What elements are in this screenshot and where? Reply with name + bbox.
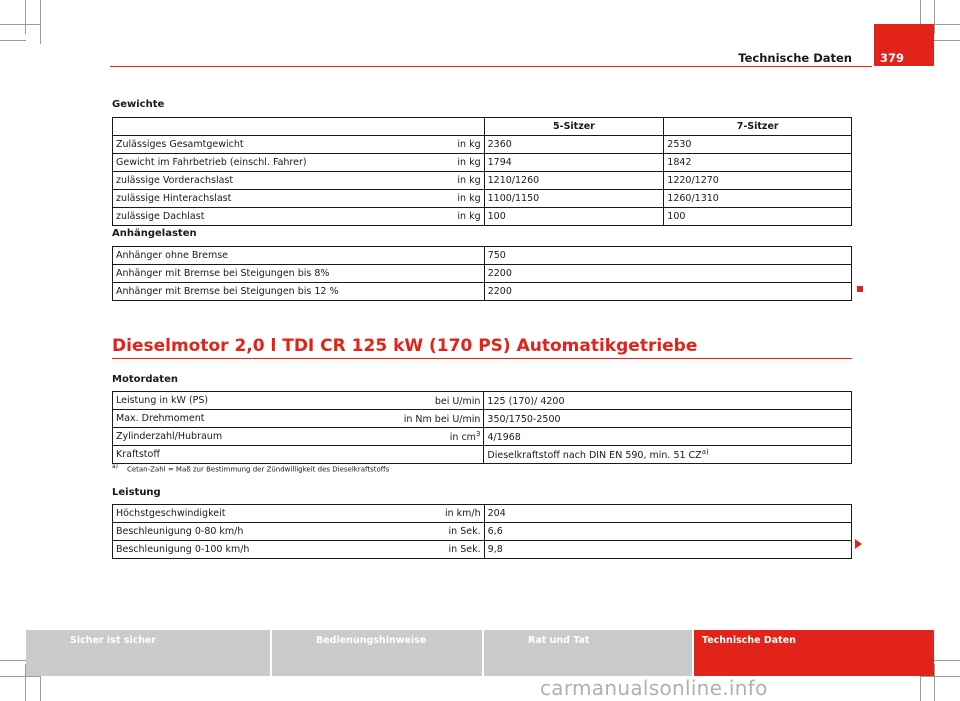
row-unit: in kg	[330, 136, 484, 154]
row-label: Zylinderzahl/Hubraum	[113, 428, 331, 446]
table-row	[113, 283, 852, 301]
row-value: 6,6	[484, 523, 851, 541]
table-gewichte	[112, 117, 852, 226]
crop-mark	[934, 660, 960, 661]
footnote-marker: a)	[112, 463, 119, 470]
footer-tab-technische-daten[interactable]: Technische Daten	[694, 630, 934, 676]
row-value: 1794	[484, 154, 664, 172]
crop-mark	[920, 676, 960, 677]
row-label: Anhänger mit Bremse bei Steigungen bis 8%	[113, 265, 485, 283]
row-value: 1220/1270	[664, 172, 852, 190]
watermark: carmanualsonline.info	[540, 676, 768, 700]
row-value: Dieselkraftstoff nach DIN EN 590, min. 51 CZ$^{a)}$	[484, 446, 852, 464]
row-label: Kraftstoff	[113, 446, 331, 464]
table-leistung	[112, 504, 852, 559]
header-title: Technische Daten	[738, 51, 852, 65]
crop-mark	[934, 40, 960, 41]
footer-tab-bedienungshinweise[interactable]: Bedienungshinweise	[272, 630, 482, 676]
table-header-row	[113, 118, 852, 136]
header-rule	[110, 66, 872, 67]
continue-arrow-icon	[855, 539, 862, 549]
section-end-marker	[857, 286, 863, 292]
row-value: 1260/1310	[664, 190, 852, 208]
row-label: Höchstgeschwindigkeit	[113, 505, 331, 523]
table-row	[113, 541, 852, 559]
row-unit: in kg	[330, 154, 484, 172]
main-heading: Dieselmotor 2,0 l TDI CR 125 kW (170 PS) Automatikgetriebe	[112, 336, 698, 356]
crop-mark	[934, 0, 935, 34]
table-row	[113, 428, 852, 446]
row-unit	[330, 446, 484, 464]
table-row	[113, 505, 852, 523]
row-unit: in Nm bei U/min	[330, 410, 484, 428]
row-unit: in kg	[330, 190, 484, 208]
crop-mark	[40, 0, 41, 44]
row-label: zulässige Dachlast	[113, 208, 331, 226]
crop-mark	[25, 0, 26, 34]
row-unit: in kg	[330, 208, 484, 226]
row-value: 4/1968	[484, 428, 852, 446]
row-unit: in kg	[330, 172, 484, 190]
row-value: 350/1750-2500	[484, 410, 852, 428]
row-value: 9,8	[484, 541, 851, 559]
row-value: 1210/1260	[484, 172, 664, 190]
row-value: 100	[484, 208, 664, 226]
row-label: zulässige Hinterachslast	[113, 190, 331, 208]
table-header-cell: 5-Sitzer	[484, 118, 664, 136]
row-label: zulässige Vorderachslast	[113, 172, 331, 190]
table-row	[113, 392, 852, 410]
crop-mark	[0, 660, 26, 661]
page-number: 379	[880, 51, 905, 65]
row-value: 1842	[664, 154, 852, 172]
table-row	[113, 136, 852, 154]
row-value: 750	[484, 247, 851, 265]
row-label: Gewicht im Fahrbetrieb (einschl. Fahrer)	[113, 154, 331, 172]
table-row	[113, 446, 852, 464]
row-label: Anhänger mit Bremse bei Steigungen bis 12 %	[113, 283, 485, 301]
footnote-text: Cetan-Zahl = Maß zur Bestimmung der Zündwilligkeit des Dieselkraftstoffs	[126, 465, 390, 474]
row-value: 2530	[664, 136, 852, 154]
row-value: 2360	[484, 136, 664, 154]
row-label: Beschleunigung 0-100 km/h	[113, 541, 331, 559]
table-motordaten	[112, 391, 852, 464]
table-row	[113, 265, 852, 283]
row-unit: bei U/min	[330, 392, 484, 410]
table-row	[113, 154, 852, 172]
table-row	[113, 172, 852, 190]
footnote	[112, 463, 389, 473]
table-header-cell: 7-Sitzer	[664, 118, 852, 136]
table-anhaengelasten	[112, 246, 852, 301]
section-label-motordaten: Motordaten	[112, 374, 178, 385]
row-value: 2200	[484, 265, 851, 283]
row-value: 1100/1150	[484, 190, 664, 208]
row-unit: in km/h	[330, 505, 484, 523]
crop-mark	[0, 24, 40, 25]
section-label-gewichte: Gewichte	[112, 99, 165, 110]
row-label: Beschleunigung 0-80 km/h	[113, 523, 331, 541]
crop-mark	[0, 676, 40, 677]
footer-tab-sicher-ist-sicher[interactable]: Sicher ist sicher	[26, 630, 270, 676]
table-row	[113, 208, 852, 226]
table-row	[113, 410, 852, 428]
crop-mark	[934, 664, 935, 701]
row-value: 2200	[484, 283, 851, 301]
section-label-leistung: Leistung	[112, 487, 161, 498]
row-value: 204	[484, 505, 851, 523]
row-value: 100	[664, 208, 852, 226]
table-row	[113, 190, 852, 208]
heading-rule	[112, 358, 852, 359]
row-value: 125 (170)/ 4200	[484, 392, 852, 410]
table-row	[113, 523, 852, 541]
crop-mark	[0, 40, 26, 41]
table-row	[113, 247, 852, 265]
row-unit: in Sek.	[330, 541, 484, 559]
row-label: Zulässiges Gesamtgewicht	[113, 136, 331, 154]
row-unit: in Sek.	[330, 523, 484, 541]
section-label-anhaengelasten: Anhängelasten	[112, 228, 197, 239]
row-unit: in $cm^3$	[330, 428, 484, 446]
row-label: Leistung in kW (PS)	[113, 392, 331, 410]
footer-tab-rat-und-tat[interactable]: Rat und Tat	[484, 630, 692, 676]
table-header-cell	[113, 118, 485, 136]
row-label: Anhänger ohne Bremse	[113, 247, 485, 265]
row-label: Max. Drehmoment	[113, 410, 331, 428]
